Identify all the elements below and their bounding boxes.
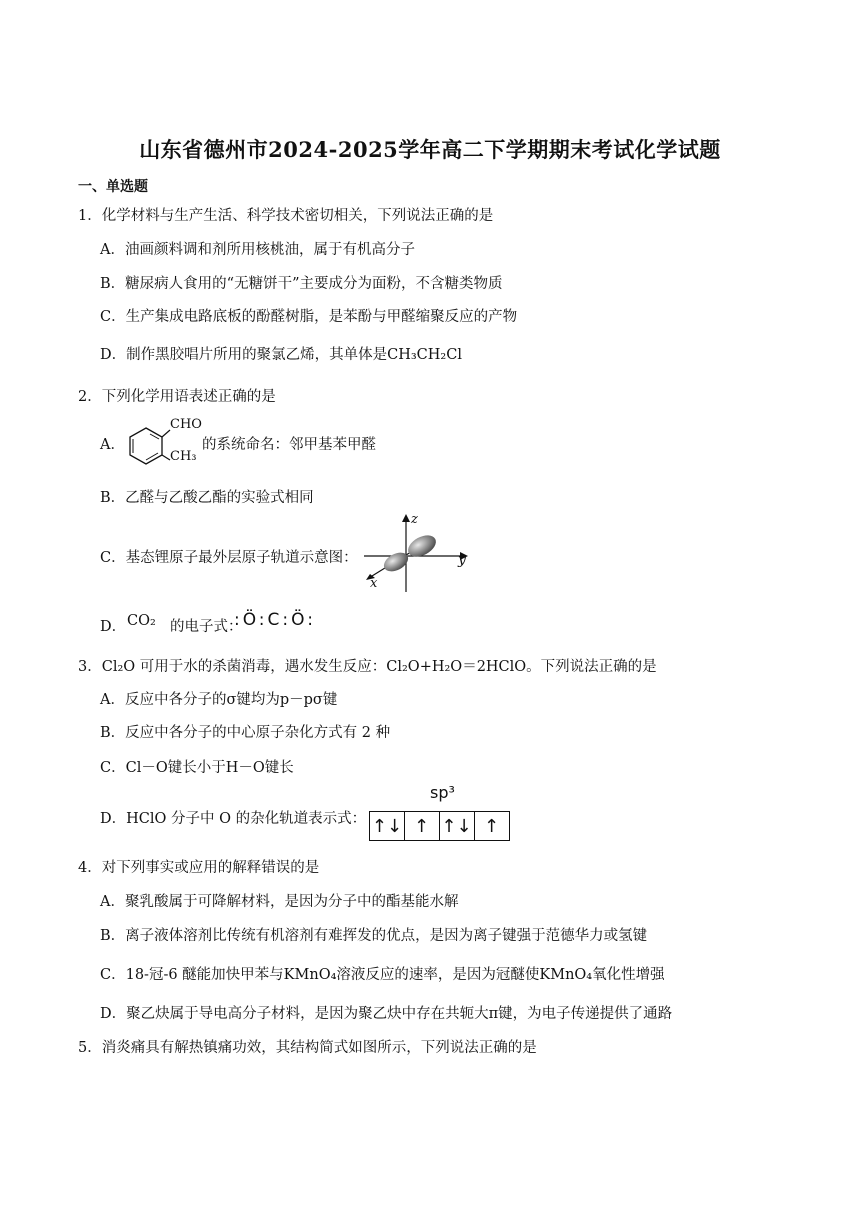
y-axis-label: y	[458, 552, 466, 568]
question-2-option-d-text: 的电子式：	[170, 619, 243, 635]
ch3-group-label: CH₃	[170, 449, 197, 464]
orbital-box-3: ↑↓	[439, 811, 475, 841]
question-1-option-c: C．生产集成电路底板的酚醛树脂，是苯酚与甲醛缩聚反应的产物	[100, 309, 518, 325]
orbital-box-1: ↑↓	[369, 811, 405, 841]
question-3-stem: 3．Cl₂O 可用于水的杀菌消毒，遇水发生反应：Cl₂O+H₂O＝2HClO。下列说法正确的是	[78, 659, 657, 675]
question-2-option-d-formula: CO₂	[127, 613, 156, 629]
x-axis-label: x	[370, 576, 378, 591]
question-1-option-a: A．油画颜料调和剂所用核桃油，属于有机高分子	[100, 242, 415, 258]
question-4-option-c: C．18-冠-6 醚能加快甲苯与KMnO₄溶液反应的速率，是因为冠醚使KMnO₄氧化性增强	[100, 967, 665, 983]
question-3-option-b: B．反应中各分子的中心原子杂化方式有 2 种	[100, 725, 391, 741]
orbital-box-4: ↑	[474, 811, 510, 841]
section-heading: 一、单选题	[78, 179, 148, 195]
cho-group-label: CHO	[170, 417, 202, 432]
question-3-option-c: C．Cl－O键长小于H－O键长	[100, 760, 294, 776]
question-5-stem: 5．消炎痛具有解热镇痛功效，其结构简式如图所示，下列说法正确的是	[78, 1040, 537, 1056]
question-1-option-b: B．糖尿病人食用的“无糖饼干”主要成分为面粉，不含糖类物质	[100, 276, 503, 292]
question-3-option-a: A．反应中各分子的σ键均为p－pσ键	[100, 692, 338, 708]
question-4-stem: 4．对下列事实或应用的解释错误的是	[78, 860, 320, 876]
sp3-label: sp³	[430, 783, 455, 802]
question-2-stem: 2．下列化学用语表述正确的是	[78, 389, 276, 405]
z-axis-label: z	[411, 512, 418, 527]
question-1-option-d	[100, 343, 462, 364]
question-4-option-a: A．聚乳酸属于可降解材料，是因为分子中的酯基能水解	[100, 894, 459, 910]
page-title: 山东省德州市2024-2025学年高二下学期期末考试化学试题	[139, 137, 721, 162]
question-2-option-c: C．基态锂原子最外层原子轨道示意图：	[100, 550, 358, 566]
question-2-option-d-label: D．	[100, 619, 127, 635]
question-3-option-d: D．HClO 分子中 O 的杂化轨道表示式：	[100, 811, 367, 827]
question-4-option-d: D．聚乙炔属于导电高分子材料，是因为聚乙炔中存在共轭大π键，为电子传递提供了通路	[100, 1006, 673, 1022]
question-1-option-d-text: D．制作黑胶唱片所用的聚氯乙烯，其单体是	[100, 347, 388, 363]
orbital-box-2: ↑	[404, 811, 440, 841]
question-2-option-a-label: A．	[100, 437, 125, 453]
question-2-option-b: B．乙醛与乙酸乙酯的实验式相同	[100, 490, 314, 506]
question-4-option-b: B．离子液体溶剂比传统有机溶剂有难挥发的优点，是因为离子键强于范德华力或氢键	[100, 928, 648, 944]
question-1-stem: 1．化学材料与生产生活、科学技术密切相关，下列说法正确的是	[78, 208, 494, 224]
question-2-option-a-text: 的系统命名：邻甲基苯甲醛	[202, 437, 376, 453]
co2-lewis-structure: :Ö:C:Ö:	[234, 610, 316, 630]
question-1-option-d-formula: CH₃CH₂Cl	[387, 347, 462, 363]
